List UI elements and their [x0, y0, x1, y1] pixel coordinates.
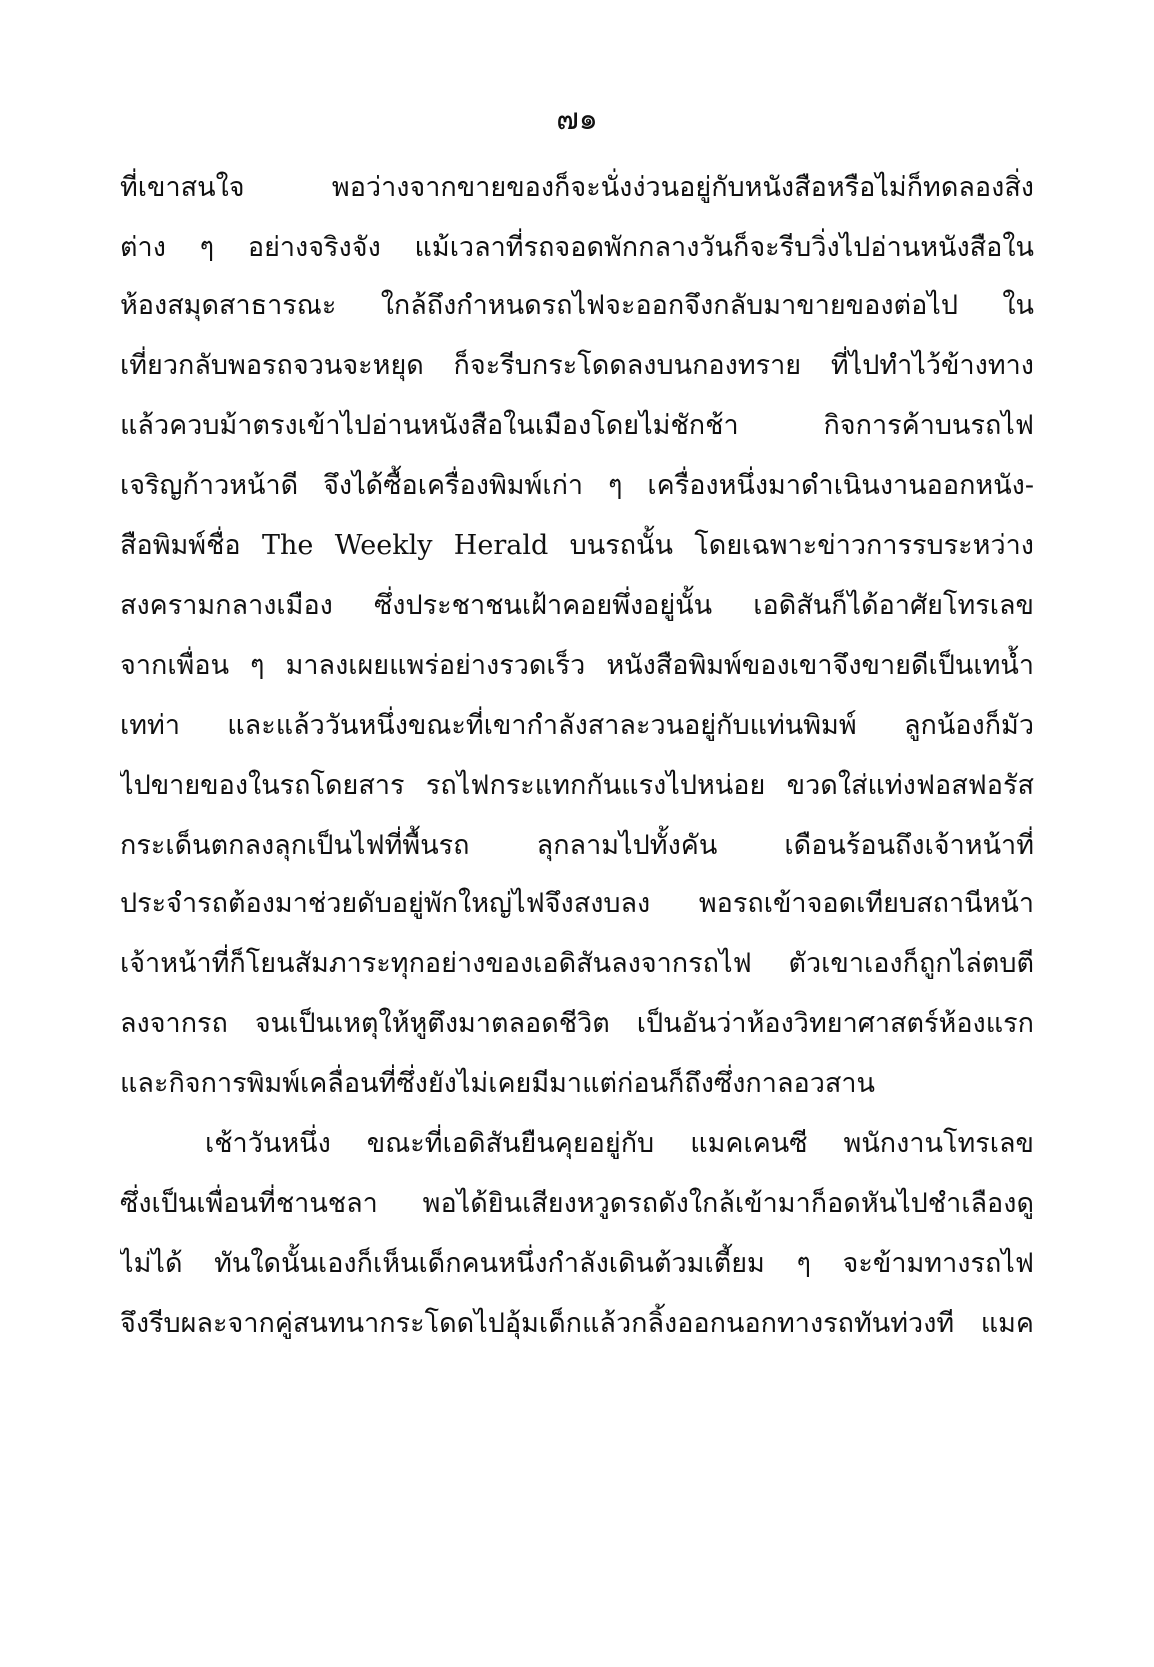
text-line: จึงรีบผละจากคู่สนทนากระโดดไปอุ้มเด็กแล้วกลิ้งออกนอกทางรถทันท่วงที แมค	[120, 1308, 1034, 1339]
text-line: เที่ยวกลับพอรถจวนจะหยุด ก็จะรีบกระโดดลงบนกองทราย ที่ไปทำไว้ข้างทาง	[120, 350, 1034, 381]
text-line: ซึ่งเป็นเพื่อนที่ชานชลา พอได้ยินเสียงหวูดรถดังใกล้เข้ามาก็อดหันไปชำเลืองดู	[120, 1188, 1034, 1219]
text-line: ไม่ได้ ทันใดนั้นเองก็เห็นเด็กคนหนึ่งกำลังเดินต้วมเตี้ยม ๆ จะข้ามทางรถไฟ	[120, 1248, 1034, 1279]
text-line: ต่าง ๆ อย่างจริงจัง แม้เวลาที่รถจอดพักกลางวันก็จะรีบวิ่งไปอ่านหนังสือใน	[120, 232, 1034, 263]
text-line: ห้องสมุดสาธารณะ ใกล้ถึงกำหนดรถไฟจะออกจึงกลับมาขายของต่อไป ใน	[120, 290, 1034, 321]
text-line: สือพิมพ์ชื่อ The Weekly Herald บนรถนั้น โดยเฉพาะข่าวการรบระหว่าง	[120, 530, 1034, 561]
text-line: แล้วควบม้าตรงเข้าไปอ่านหนังสือในเมืองโดยไม่ชักช้า กิจการค้าบนรถไฟ	[120, 410, 1034, 441]
text-line: สงครามกลางเมือง ซึ่งประชาชนเฝ้าคอยพึ่งอยู่นั้น เอดิสันก็ได้อาศัยโทรเลข	[120, 590, 1034, 621]
text-line: เจริญก้าวหน้าดี จึงได้ซื้อเครื่องพิมพ์เก่า ๆ เครื่องหนึ่งมาดำเนินงานออกหนัง-	[120, 470, 1034, 501]
text-line: ประจำรถต้องมาช่วยดับอยู่พักใหญ่ไฟจึงสงบลง พอรถเข้าจอดเทียบสถานีหน้า	[120, 888, 1034, 919]
text-line: จากเพื่อน ๆ มาลงเผยแพร่อย่างรวดเร็ว หนังสือพิมพ์ของเขาจึงขายดีเป็นเทน้ำ	[120, 650, 1034, 681]
text-line: ไปขายของในรถโดยสาร รถไฟกระแทกกันแรงไปหน่อย ขวดใส่แท่งฟอสฟอรัส	[120, 770, 1034, 801]
text-line-paragraph-end: และกิจการพิมพ์เคลื่อนที่ซึ่งยังไม่เคยมีมาแต่ก่อนก็ถึงซึ่งกาลอวสาน	[120, 1068, 875, 1099]
text-line: เทท่า และแล้ววันหนึ่งขณะที่เขากำลังสาละวนอยู่กับแท่นพิมพ์ ลูกน้องก็มัว	[120, 710, 1034, 741]
text-line: กระเด็นตกลงลุกเป็นไฟที่พื้นรถ ลุกลามไปทั้งคัน เดือนร้อนถึงเจ้าหน้าที่	[120, 830, 1034, 861]
text-line: ที่เขาสนใจ พอว่างจากขายของก็จะนั่งง่วนอยู่กับหนังสือหรือไม่ก็ทดลองสิ่ง	[120, 172, 1034, 203]
page-number: ๗๑	[556, 102, 598, 137]
text-line: ลงจากรถ จนเป็นเหตุให้หูตึงมาตลอดชีวิต เป็นอันว่าห้องวิทยาศาสตร์ห้องแรก	[120, 1008, 1034, 1039]
text-line: เจ้าหน้าที่ก็โยนสัมภาระทุกอย่างของเอดิสันลงจากรถไฟ ตัวเขาเองก็ถูกไล่ตบตี	[120, 948, 1034, 979]
text-line-paragraph-start: เช้าวันหนึ่ง ขณะที่เอดิสันยืนคุยอยู่กับ แมคเคนซี พนักงานโทรเลข	[205, 1128, 1034, 1159]
